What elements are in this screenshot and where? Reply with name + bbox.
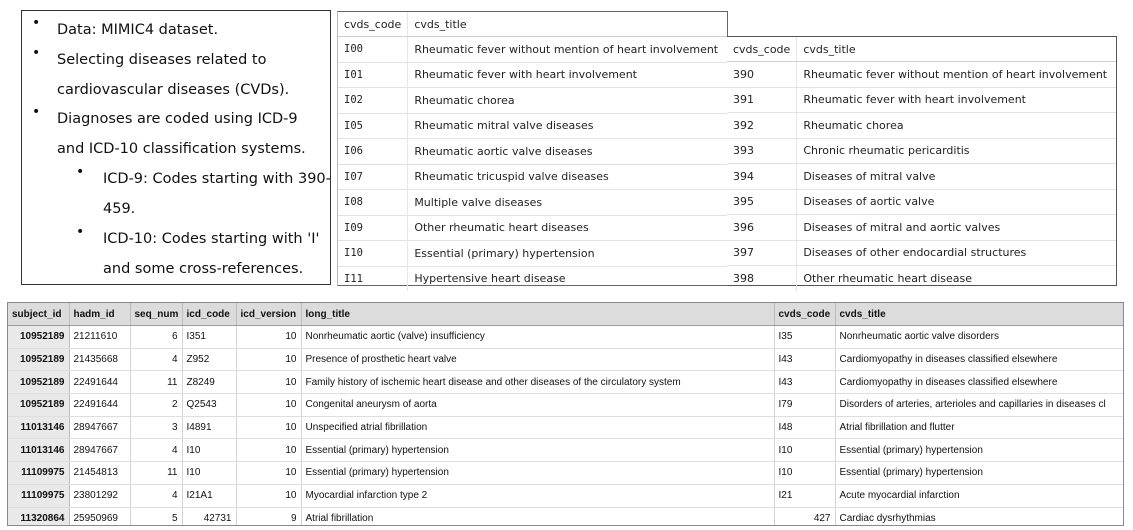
table-row[interactable] bbox=[338, 113, 727, 139]
cvds-code-cell: I35 bbox=[774, 326, 835, 349]
column-header-cvds-title[interactable]: cvds_title bbox=[835, 303, 1124, 326]
long-title-cell: Nonrheumatic aortic (valve) insufficiency bbox=[301, 326, 774, 349]
column-header-hadm-id[interactable]: hadm_id bbox=[69, 303, 130, 326]
long-title-cell: Congenital aneurysm of aorta bbox=[301, 394, 774, 417]
bullet-icon: • bbox=[32, 15, 41, 31]
icd-code-cell: Z8249 bbox=[182, 371, 236, 394]
column-header-cvds-code[interactable]: cvds_code bbox=[727, 37, 797, 62]
cvds-title-cell: Cardiomyopathy in diseases classified elsewhere bbox=[835, 348, 1124, 371]
grid-header-row bbox=[8, 303, 1124, 326]
table-row[interactable] bbox=[727, 138, 1116, 164]
long-title-cell: Essential (primary) hypertension bbox=[301, 439, 774, 462]
cvds-code-cell: I06 bbox=[338, 139, 408, 165]
cvds-title-cell: Diseases of mitral valve bbox=[797, 164, 1116, 190]
cvds-code-cell: 396 bbox=[727, 215, 797, 241]
bullet-icon: • bbox=[32, 45, 41, 61]
subject-id-cell: 10952189 bbox=[8, 326, 69, 349]
column-header-cvds-code[interactable]: cvds_code bbox=[774, 303, 835, 326]
table-row[interactable] bbox=[338, 215, 727, 241]
cvds-title-cell: Rheumatic fever without mention of heart involvement bbox=[797, 62, 1116, 88]
cvds-code-cell: I02 bbox=[338, 88, 408, 114]
sub-bullet-icon: • bbox=[76, 164, 85, 180]
column-header-long-title[interactable]: long_title bbox=[301, 303, 774, 326]
icd-version-cell: 10 bbox=[236, 371, 301, 394]
table-row[interactable] bbox=[338, 164, 727, 190]
subject-id-cell: 11013146 bbox=[8, 439, 69, 462]
column-header-cvds-title[interactable]: cvds_title bbox=[797, 37, 1116, 62]
cvds-title-cell: Cardiomyopathy in diseases classified elsewhere bbox=[835, 371, 1124, 394]
icd10-code-table bbox=[337, 11, 728, 286]
icd9-code-table bbox=[727, 36, 1117, 286]
seq-num-cell: 4 bbox=[130, 484, 182, 507]
table-row[interactable] bbox=[338, 241, 727, 267]
hadm-id-cell: 21435668 bbox=[69, 348, 130, 371]
table-row[interactable] bbox=[8, 416, 1124, 439]
table-row[interactable] bbox=[727, 62, 1116, 88]
table-row[interactable] bbox=[8, 394, 1124, 417]
sub-bullet-icon: • bbox=[76, 224, 85, 240]
cvds-code-cell: 395 bbox=[727, 189, 797, 215]
cvds-title-cell: Hypertensive heart disease bbox=[414, 272, 566, 286]
seq-num-cell: 5 bbox=[130, 507, 182, 526]
cvds-code-cell: I79 bbox=[774, 394, 835, 417]
long-title-cell: Unspecified atrial fibrillation bbox=[301, 416, 774, 439]
hadm-id-cell: 23801292 bbox=[69, 484, 130, 507]
icd-version-cell: 10 bbox=[236, 462, 301, 485]
cvds-code-cell: 392 bbox=[727, 113, 797, 139]
icd-code-cell: I21A1 bbox=[182, 484, 236, 507]
icd-version-cell: 10 bbox=[236, 348, 301, 371]
diagnoses-data-grid bbox=[7, 302, 1124, 526]
seq-num-cell: 2 bbox=[130, 394, 182, 417]
subject-id-cell: 11013146 bbox=[8, 416, 69, 439]
cvds-title-cell: Acute myocardial infarction bbox=[835, 484, 1124, 507]
hadm-id-cell: 28947667 bbox=[69, 416, 130, 439]
column-header-icd-version[interactable]: icd_version bbox=[236, 303, 301, 326]
bullet-text: Selecting diseases related to cardiovascular diseases (CVDs). bbox=[57, 52, 290, 98]
long-title-cell: Essential (primary) hypertension bbox=[301, 462, 774, 485]
hadm-id-cell: 21454813 bbox=[69, 462, 130, 485]
seq-num-cell: 4 bbox=[130, 348, 182, 371]
seq-num-cell: 6 bbox=[130, 326, 182, 349]
table-row[interactable] bbox=[727, 266, 1116, 291]
cvds-title-cell: Essential (primary) hypertension bbox=[835, 439, 1124, 462]
table-header-row bbox=[727, 37, 1116, 62]
cvds-code-cell: I07 bbox=[338, 164, 408, 190]
cvds-title-cell: Rheumatic aortic valve diseases bbox=[408, 139, 727, 165]
long-title-cell: Atrial fibrillation bbox=[301, 507, 774, 526]
subject-id-cell: 11109975 bbox=[8, 484, 69, 507]
seq-num-cell: 11 bbox=[130, 371, 182, 394]
cvds-title-cell: Diseases of aortic valve bbox=[797, 189, 1116, 215]
table-row[interactable] bbox=[338, 88, 727, 114]
cvds-title-cell: Rheumatic chorea bbox=[797, 113, 1116, 139]
cvds-title-cell: Disorders of arteries, arterioles and capillaries in diseases cl bbox=[835, 394, 1124, 417]
long-title-cell: Presence of prosthetic heart valve bbox=[301, 348, 774, 371]
subject-id-cell: 10952189 bbox=[8, 371, 69, 394]
cvds-title-cell: Other rheumatic heart disease bbox=[803, 271, 973, 285]
icd-version-cell: 10 bbox=[236, 416, 301, 439]
table-row[interactable] bbox=[727, 87, 1116, 113]
cvds-code-cell: I43 bbox=[774, 371, 835, 394]
long-title-cell: Family history of ischemic heart disease and other diseases of the circulatory system bbox=[301, 371, 774, 394]
hadm-id-cell: 22491644 bbox=[69, 394, 130, 417]
column-header-subject-id[interactable]: subject_id bbox=[8, 303, 69, 326]
subject-id-cell: 10952189 bbox=[8, 394, 69, 417]
cvds-code-cell: I10 bbox=[774, 462, 835, 485]
subject-id-cell: 10952189 bbox=[8, 348, 69, 371]
cvds-title-cell: Other rheumatic heart diseases bbox=[408, 215, 727, 241]
cvds-title-cell: Cardiac dysrhythmias bbox=[835, 507, 1124, 526]
cvds-title-cell: Multiple valve diseases bbox=[408, 190, 727, 216]
seq-num-cell: 3 bbox=[130, 416, 182, 439]
icd-code-cell: Z952 bbox=[182, 348, 236, 371]
cvds-code-cell: 391 bbox=[727, 87, 797, 113]
table-row[interactable] bbox=[338, 190, 727, 216]
cvds-code-cell: I11 bbox=[338, 266, 408, 291]
sub-bullet-text: ICD-10: Codes starting with 'I' and some cross-references. bbox=[103, 231, 320, 277]
icd-version-cell: 9 bbox=[236, 507, 301, 526]
summary-bullet-box bbox=[21, 10, 331, 285]
hadm-id-cell: 22491644 bbox=[69, 371, 130, 394]
table-row[interactable] bbox=[727, 215, 1116, 241]
column-header-cvds-title[interactable]: cvds_title bbox=[408, 12, 727, 37]
cvds-title-cell: Essential (primary) hypertension bbox=[408, 241, 727, 267]
cvds-code-cell: 394 bbox=[727, 164, 797, 190]
cvds-code-cell: I00 bbox=[338, 37, 408, 63]
hadm-id-cell: 25950969 bbox=[69, 507, 130, 526]
column-header-cvds-code[interactable]: cvds_code bbox=[338, 12, 408, 37]
column-header-icd-code[interactable]: icd_code bbox=[182, 303, 236, 326]
long-title-cell: Myocardial infarction type 2 bbox=[301, 484, 774, 507]
cvds-code-cell: 390 bbox=[727, 62, 797, 88]
cvds-title-cell: Diseases of mitral and aortic valves bbox=[797, 215, 1116, 241]
cvds-title-cell: Rheumatic chorea bbox=[408, 88, 727, 114]
seq-num-cell: 4 bbox=[130, 439, 182, 462]
icd-version-cell: 10 bbox=[236, 484, 301, 507]
bullet-text: Data: MIMIC4 dataset. bbox=[57, 22, 219, 38]
table-row[interactable] bbox=[338, 62, 727, 88]
cvds-code-cell: I48 bbox=[774, 416, 835, 439]
cvds-code-cell: I09 bbox=[338, 215, 408, 241]
bullet-text: Diagnoses are coded using ICD-9 and ICD-10 classification systems. bbox=[57, 111, 306, 157]
cvds-title-cell: Rheumatic mitral valve diseases bbox=[408, 113, 727, 139]
subject-id-cell: 11109975 bbox=[8, 462, 69, 485]
sub-bullet-text: ICD-9: Codes starting with 390-459. bbox=[103, 171, 331, 217]
cvds-title-cell: Diseases of other endocardial structures bbox=[797, 240, 1116, 266]
cvds-title-cell: Rheumatic fever without mention of heart involvement bbox=[408, 37, 727, 63]
table-row[interactable] bbox=[8, 439, 1124, 462]
cvds-code-cell: I01 bbox=[338, 62, 408, 88]
column-header-seq-num[interactable]: seq_num bbox=[130, 303, 182, 326]
cvds-title-cell: Rheumatic fever with heart involvement bbox=[797, 87, 1116, 113]
table-row[interactable] bbox=[8, 484, 1124, 507]
cvds-code-cell: I10 bbox=[338, 241, 408, 267]
bullet-icon: • bbox=[32, 104, 41, 120]
cvds-title-cell: Atrial fibrillation and flutter bbox=[835, 416, 1124, 439]
cvds-title-cell: Rheumatic tricuspid valve diseases bbox=[408, 164, 727, 190]
hadm-id-cell: 28947667 bbox=[69, 439, 130, 462]
icd-code-cell: I10 bbox=[182, 462, 236, 485]
icd-code-cell: 42731 bbox=[182, 507, 236, 526]
table-row[interactable] bbox=[727, 164, 1116, 190]
table-row[interactable] bbox=[727, 113, 1116, 139]
icd-code-cell: Q2543 bbox=[182, 394, 236, 417]
table-row[interactable] bbox=[338, 37, 727, 63]
icd-version-cell: 10 bbox=[236, 326, 301, 349]
hadm-id-cell: 21211610 bbox=[69, 326, 130, 349]
table-header-row bbox=[338, 12, 727, 37]
icd-code-cell: I10 bbox=[182, 439, 236, 462]
cvds-title-cell: Chronic rheumatic pericarditis bbox=[797, 138, 1116, 164]
cvds-code-cell: I43 bbox=[774, 348, 835, 371]
table-row[interactable] bbox=[338, 266, 727, 291]
icd-version-cell: 10 bbox=[236, 439, 301, 462]
table-row[interactable] bbox=[8, 326, 1124, 349]
cvds-code-cell: I08 bbox=[338, 190, 408, 216]
icd-code-cell: I4891 bbox=[182, 416, 236, 439]
cvds-code-cell: 397 bbox=[727, 240, 797, 266]
cvds-title-cell: Rheumatic fever with heart involvement bbox=[408, 62, 727, 88]
cvds-title-cell: Essential (primary) hypertension bbox=[835, 462, 1124, 485]
table-row[interactable] bbox=[8, 507, 1124, 526]
table-row[interactable] bbox=[727, 240, 1116, 266]
cvds-title-cell: Nonrheumatic aortic valve disorders bbox=[835, 326, 1124, 349]
table-row[interactable] bbox=[8, 371, 1124, 394]
subject-id-cell: 11320864 bbox=[8, 507, 69, 526]
cvds-code-cell: I05 bbox=[338, 113, 408, 139]
cvds-code-cell: I21 bbox=[774, 484, 835, 507]
seq-num-cell: 11 bbox=[130, 462, 182, 485]
table-row[interactable] bbox=[8, 348, 1124, 371]
icd-version-cell: 10 bbox=[236, 394, 301, 417]
icd-code-cell: I351 bbox=[182, 326, 236, 349]
cvds-code-cell: I10 bbox=[774, 439, 835, 462]
cvds-code-cell: 398 bbox=[727, 266, 797, 291]
cvds-code-cell: 427 bbox=[774, 507, 835, 526]
cvds-code-cell: 393 bbox=[727, 138, 797, 164]
table-row[interactable] bbox=[8, 462, 1124, 485]
table-row[interactable] bbox=[727, 189, 1116, 215]
table-row[interactable] bbox=[338, 139, 727, 165]
